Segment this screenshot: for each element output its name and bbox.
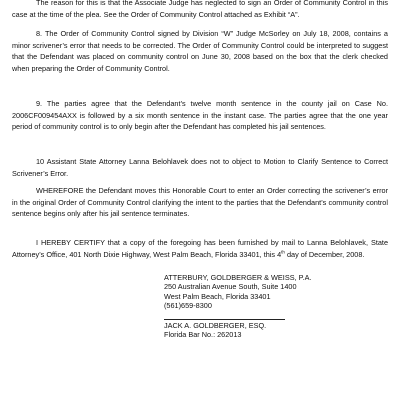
certificate-of-service xyxy=(12,237,388,260)
wherefore-paragraph: WHEREFORE the Defendant moves this Honorable Court to enter an Order correcting the scrivener’s error in the original Order of Community Control clarifying the intent to the parties that the Defendant’s community control sentence begins only after his jail sentence terminates. xyxy=(12,186,388,219)
signer-name: JACK A. GOLDBERGER, ESQ. xyxy=(164,321,267,330)
partial-paragraph-7: The reason for this is that the Associate Judge has neglected to sign an Order of Community Control in this case at the time of the plea. See the Order of Community Control attached as Exhibit “A”. xyxy=(12,0,388,19)
paragraph-8: 8. The Order of Community Control signed by Division “W” Judge McSorley on July 18, 2008, contains a minor scrivener’s error that needs to be corrected. The Order of Community Control could be interpreted to suggest that the Defendant was placed on community control on June 30, 2008 based on the box that the clerk checked when preparing the Order of Community Control. xyxy=(12,29,388,73)
firm-block xyxy=(164,273,311,311)
certify-end: day of December, 2008. xyxy=(284,249,365,259)
paragraph-10: 10 Assistant State Attorney Lanna Belohlavek does not to object to Motion to Clarify Sentence to Correct Scrivener’s Error. xyxy=(12,157,388,178)
paragraph-9: 9. The parties agree that the Defendant’s twelve month sentence in the county jail on Case No. 2006CF009454AXX is followed by a six month sentence in the instant case. The parties agree that the one year period of community control is to only begin after the Defendant has completed his jail sentences. xyxy=(12,99,388,132)
signature-line xyxy=(164,319,285,320)
certify-text: I HEREBY CERTIFY that a copy of the foregoing has been furnished by mail to Lanna Belohlavek, State Attorney’s Office, 401 North Dixie Highway, West Palm Beach, Florida 33401, this 4 xyxy=(12,238,388,259)
bar-number: Florida Bar No.: 262013 xyxy=(164,330,242,340)
firm-address-line-1: 250 Australian Avenue South, Suite 1400 xyxy=(164,282,297,292)
firm-name: ATTERBURY, GOLDBERGER & WEISS, P.A. xyxy=(164,273,312,282)
signature-block xyxy=(164,321,266,340)
certify-superscript: th xyxy=(281,249,285,255)
firm-address-line-2: West Palm Beach, Florida 33401 xyxy=(164,291,271,301)
firm-phone: (561)659-8300 xyxy=(164,301,212,311)
